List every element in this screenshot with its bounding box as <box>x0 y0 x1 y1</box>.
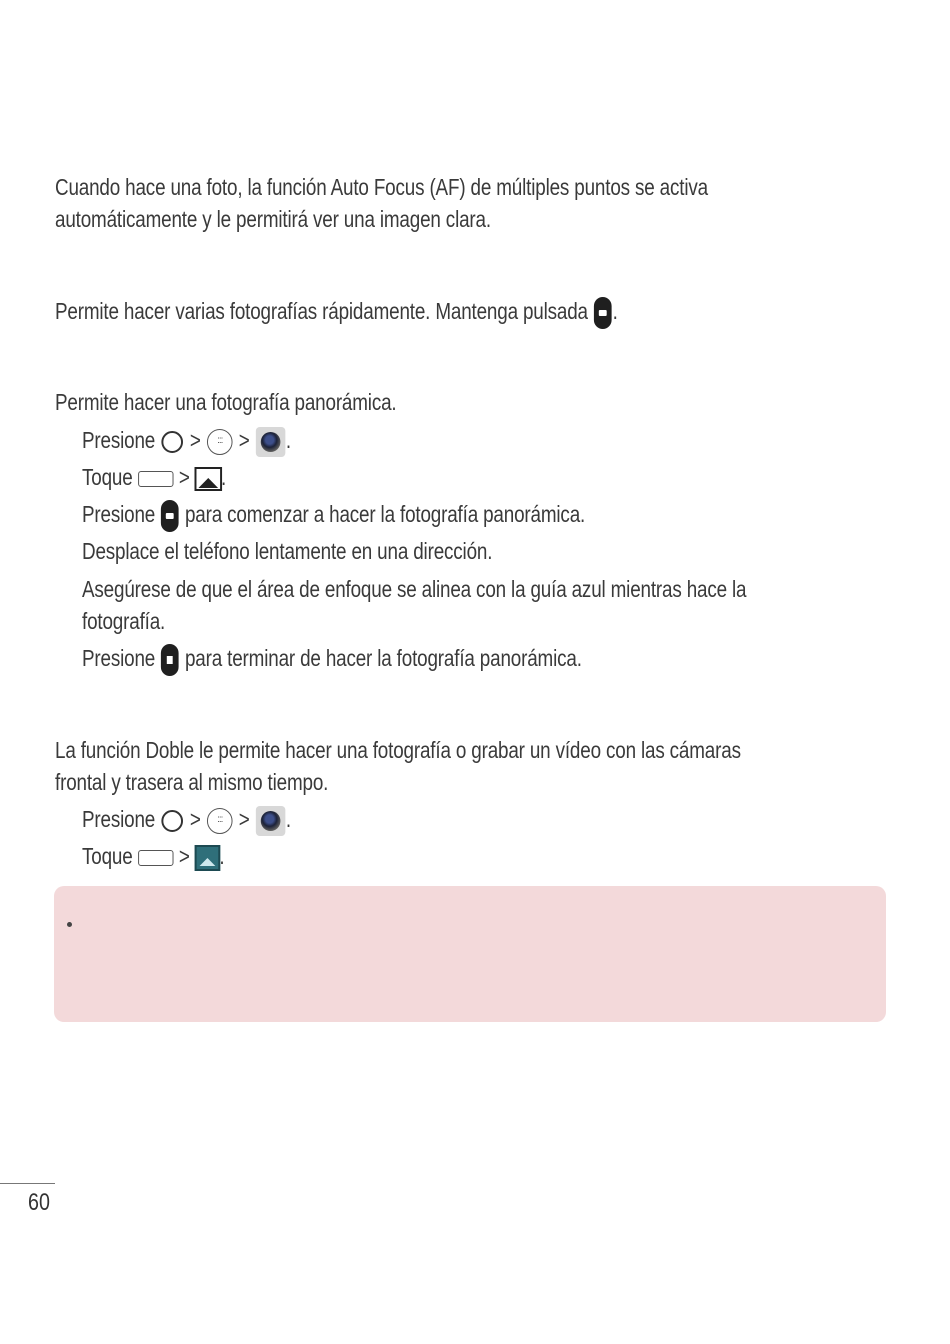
step-end: . <box>221 464 227 490</box>
note-box <box>54 886 886 1022</box>
burst-text: Permite hacer varias fotografías rápidamente. Mantenga pulsada <box>55 298 588 324</box>
step-end: . <box>285 427 291 453</box>
dual-step-2 <box>82 840 224 872</box>
step-suffix: para comenzar a hacer la fotografía panorámica. <box>184 501 586 527</box>
step-end: . <box>285 806 291 832</box>
footer-divider <box>0 1183 55 1184</box>
apps-icon: ::: <box>207 808 233 834</box>
step-prefix: Presione <box>82 645 156 671</box>
step-separator: > <box>189 427 201 453</box>
camera-app-icon <box>256 427 286 457</box>
panorama-step-3 <box>82 498 585 532</box>
home-button-icon <box>162 810 184 832</box>
shutter-button-icon <box>594 297 612 329</box>
step-prefix: Presione <box>82 501 156 527</box>
step-separator: > <box>178 464 190 490</box>
step-prefix: Presione <box>82 427 156 453</box>
dual-mode-icon <box>194 845 220 871</box>
burst-description <box>55 295 618 329</box>
panorama-step-6 <box>82 642 582 676</box>
shutter-button-icon <box>161 500 179 532</box>
camera-app-icon <box>256 806 286 836</box>
panorama-step-4: Desplace el teléfono lentamente en una dirección. <box>82 538 493 564</box>
menu-key-icon <box>138 471 173 487</box>
burst-end: . <box>612 298 618 324</box>
dual-step-1 <box>82 803 291 836</box>
apps-icon: ::: <box>207 429 233 455</box>
step-separator: > <box>238 806 250 832</box>
home-button-icon <box>162 431 184 453</box>
panorama-intro: Permite hacer una fotografía panorámica. <box>55 389 397 415</box>
step-separator: > <box>178 843 190 869</box>
step-end: . <box>219 843 225 869</box>
panorama-step-1 <box>82 424 291 457</box>
panorama-step-5-line-1: Asegúrese de que el área de enfoque se alinea con la guía azul mientras hace la <box>82 576 747 602</box>
step-prefix: Presione <box>82 806 156 832</box>
dual-description-line-1: La función Doble le permite hacer una fotografía o grabar un vídeo con las cámaras <box>55 737 741 763</box>
step-prefix: Toque <box>82 464 133 490</box>
step-suffix: para terminar de hacer la fotografía panorámica. <box>184 645 582 671</box>
menu-key-icon <box>138 850 173 866</box>
step-separator: > <box>238 427 250 453</box>
af-description-line-2: automáticamente y le permitirá ver una imagen clara. <box>55 206 491 232</box>
stop-button-icon <box>161 644 179 676</box>
step-prefix: Toque <box>82 843 133 869</box>
panorama-step-5-line-2: fotografía. <box>82 608 166 634</box>
af-description-line-1: Cuando hace una foto, la función Auto Focus (AF) de múltiples puntos se activa <box>55 174 708 200</box>
note-bullet <box>67 922 72 927</box>
dual-description-line-2: frontal y trasera al mismo tiempo. <box>55 769 329 795</box>
panorama-mode-icon <box>194 467 222 491</box>
step-separator: > <box>189 806 201 832</box>
panorama-step-2 <box>82 461 226 493</box>
page-number: 60 <box>28 1189 50 1216</box>
